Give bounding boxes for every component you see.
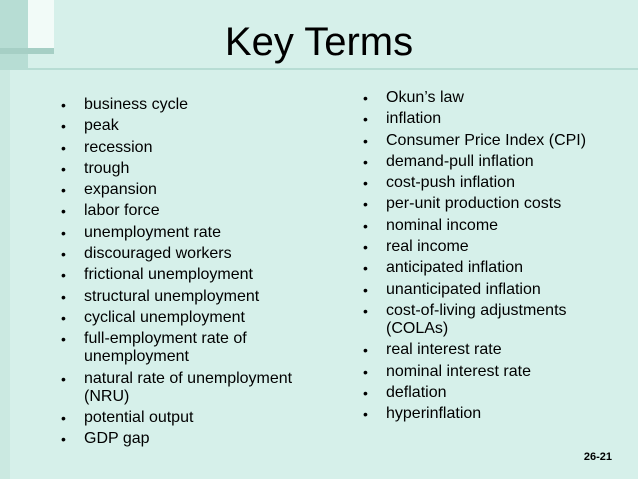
term-item: • inflation	[360, 110, 630, 128]
term-item: • hyperinflation	[360, 405, 630, 423]
term-item: • natural rate of unemployment (NRU)	[58, 370, 328, 406]
term-item: • unanticipated inflation	[360, 281, 630, 299]
term-item: • per-unit production costs	[360, 195, 630, 213]
term-item: • real income	[360, 238, 630, 256]
term-item: • cost-push inflation	[360, 174, 630, 192]
slide-title: Key Terms	[224, 20, 414, 64]
term-item: • business cycle	[58, 96, 328, 114]
right-term-list	[360, 89, 630, 426]
term-item: • peak	[58, 117, 328, 135]
term-item: • nominal income	[360, 217, 630, 235]
term-item: • labor force	[58, 202, 328, 220]
term-item: • nominal interest rate	[360, 363, 630, 381]
term-item: • cost-of-living adjustments (COLAs)	[360, 302, 630, 338]
term-item: • trough	[58, 160, 328, 178]
decorative-strip	[0, 0, 10, 479]
slide-number: 26-21	[583, 451, 612, 463]
term-item: • GDP gap	[58, 430, 328, 448]
term-item: • full-employment rate of unemployment	[58, 330, 328, 366]
term-item: • structural unemployment	[58, 288, 328, 306]
term-item: • demand-pull inflation	[360, 153, 630, 171]
term-item: • unemployment rate	[58, 224, 328, 242]
term-item: • discouraged workers	[58, 245, 328, 263]
left-term-list	[58, 96, 328, 451]
term-item: • Consumer Price Index (CPI)	[360, 132, 630, 150]
title-divider	[0, 68, 638, 70]
term-item: • real interest rate	[360, 341, 630, 359]
term-item: • recession	[58, 139, 328, 157]
term-item: • anticipated inflation	[360, 259, 630, 277]
term-item: • deflation	[360, 384, 630, 402]
term-item: • potential output	[58, 409, 328, 427]
term-item: • Okun’s law	[360, 89, 630, 107]
term-item: • cyclical unemployment	[58, 309, 328, 327]
term-item: • frictional unemployment	[58, 266, 328, 284]
term-item: • expansion	[58, 181, 328, 199]
